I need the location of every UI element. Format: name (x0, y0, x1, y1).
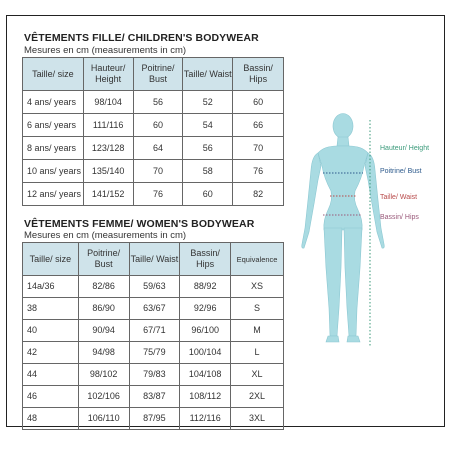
table-cell: 58 (183, 160, 233, 183)
table-row (23, 160, 284, 183)
table-cell: 70 (233, 137, 284, 160)
table-cell: 56 (183, 137, 233, 160)
table-cell: 38 (23, 298, 79, 320)
table-cell: 112/116 (180, 408, 231, 430)
table-cell: 63/67 (129, 298, 180, 320)
women-title: VÊTEMENTS FEMME/ WOMEN'S BODYWEAR (24, 218, 255, 230)
table-cell: 67/71 (129, 320, 180, 342)
table-cell: 106/110 (78, 408, 129, 430)
children-size-table (22, 57, 284, 206)
table-row (23, 183, 284, 206)
table-cell: S (231, 298, 284, 320)
table-cell: 75/79 (129, 342, 180, 364)
women-header-2: Taille/ Waist (129, 243, 180, 276)
table-row (23, 386, 284, 408)
table-cell: 135/140 (83, 160, 133, 183)
legend-waist: Taille/ Waist (380, 194, 418, 201)
table-cell: 82/86 (78, 276, 129, 298)
table-cell: 90/94 (78, 320, 129, 342)
table-cell: 123/128 (83, 137, 133, 160)
table-cell: 70 (133, 160, 183, 183)
table-cell: 64 (133, 137, 183, 160)
table-cell: 104/108 (180, 364, 231, 386)
table-cell: 8 ans/ years (23, 137, 84, 160)
children-header-1: Hauteur/ Height (83, 58, 133, 91)
women-header-4: Equivalence (231, 243, 284, 276)
table-cell: 108/112 (180, 386, 231, 408)
table-cell: 60 (133, 114, 183, 137)
table-cell: 42 (23, 342, 79, 364)
table-row (23, 364, 284, 386)
table-cell: 44 (23, 364, 79, 386)
table-row (23, 408, 284, 430)
women-header-1: Poitrine/ Bust (78, 243, 129, 276)
table-cell: 92/96 (180, 298, 231, 320)
table-cell: 94/98 (78, 342, 129, 364)
table-row (23, 91, 284, 114)
table-cell: 6 ans/ years (23, 114, 84, 137)
table-cell: 46 (23, 386, 79, 408)
table-cell: 87/95 (129, 408, 180, 430)
table-cell: 102/106 (78, 386, 129, 408)
table-cell: 60 (233, 91, 284, 114)
table-cell: 100/104 (180, 342, 231, 364)
table-cell: 3XL (231, 408, 284, 430)
legend-hips: Bassin/ Hips (380, 214, 419, 221)
table-cell: 82 (233, 183, 284, 206)
table-cell: 66 (233, 114, 284, 137)
table-row (23, 342, 284, 364)
table-cell: 111/116 (83, 114, 133, 137)
table-cell: 79/83 (129, 364, 180, 386)
women-header-3: Bassin/ Hips (180, 243, 231, 276)
table-cell: 10 ans/ years (23, 160, 84, 183)
legend-bust: Poitrine/ Bust (380, 168, 422, 175)
table-cell: 40 (23, 320, 79, 342)
table-cell: 52 (183, 91, 233, 114)
table-cell: 56 (133, 91, 183, 114)
table-cell: 48 (23, 408, 79, 430)
women-header-0: Taille/ size (23, 243, 79, 276)
table-cell: 2XL (231, 386, 284, 408)
table-cell: M (231, 320, 284, 342)
table-row (23, 114, 284, 137)
table-cell: 76 (233, 160, 284, 183)
female-silhouette (302, 114, 385, 343)
table-cell: 54 (183, 114, 233, 137)
table-cell: 14a/36 (23, 276, 79, 298)
table-cell: 98/104 (83, 91, 133, 114)
table-row (23, 137, 284, 160)
women-size-table (22, 242, 284, 430)
table-cell: 141/152 (83, 183, 133, 206)
table-row (23, 320, 284, 342)
table-cell: 12 ans/ years (23, 183, 84, 206)
table-row (23, 298, 284, 320)
table-cell: 76 (133, 183, 183, 206)
children-header-2: Poitrine/ Bust (133, 58, 183, 91)
table-cell: 4 ans/ years (23, 91, 84, 114)
table-cell: 83/87 (129, 386, 180, 408)
table-cell: 88/92 (180, 276, 231, 298)
table-cell: 59/63 (129, 276, 180, 298)
table-cell: 86/90 (78, 298, 129, 320)
table-row (23, 276, 284, 298)
children-title: VÊTEMENTS FILLE/ CHILDREN'S BODYWEAR (24, 32, 259, 44)
legend-height: Hauteur/ Height (380, 145, 430, 152)
body-measurement-illustration (290, 108, 440, 348)
table-cell: 60 (183, 183, 233, 206)
table-cell: 98/102 (78, 364, 129, 386)
table-cell: XL (231, 364, 284, 386)
children-header-4: Bassin/ Hips (233, 58, 284, 91)
table-cell: 96/100 (180, 320, 231, 342)
table-cell: XS (231, 276, 284, 298)
table-cell: L (231, 342, 284, 364)
children-header-3: Taille/ Waist (183, 58, 233, 91)
children-header-0: Taille/ size (23, 58, 84, 91)
children-subtitle: Mesures en cm (measurements in cm) (24, 45, 187, 56)
women-subtitle: Mesures en cm (measurements in cm) (24, 230, 187, 241)
